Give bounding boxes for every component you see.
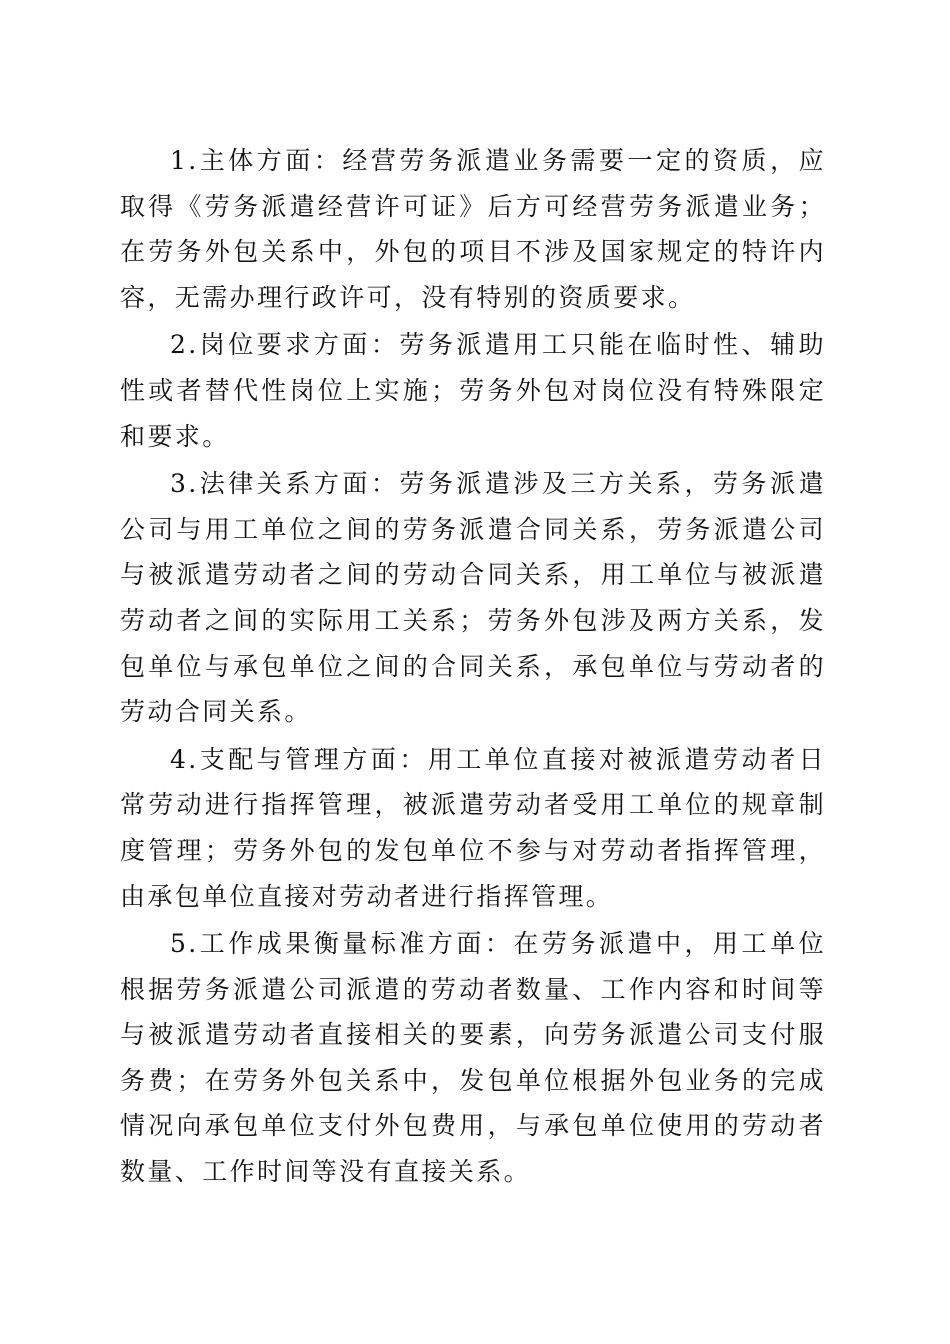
document-body [120,138,826,1197]
paragraph-work-results: 5.工作成果衡量标准方面：在劳务派遣中，用工单位根据劳务派遣公司派遣的劳动者数量、工作内容和时间等与被派遣劳动者直接相关的要素，向劳务派遣公司支付服务费；在劳务外包关系中，发包单位根据外包业务的完成情况向承包单位支付外包费用，与承包单位使用的劳动者数量、工作时间等没有直接关系。 [120,929,826,1187]
paragraph-subject: 1.主体方面：经营劳务派遣业务需要一定的资质，应取得《劳务派遣经营许可证》后方可经营劳务派遣业务；在劳务外包关系中，外包的项目不涉及国家规定的特许内容，无需办理行政许可，没有特别的资质要求。 [120,146,826,312]
paragraph-control-management: 4.支配与管理方面：用工单位直接对被派遣劳动者日常劳动进行指挥管理，被派遣劳动者受用工单位的规章制度管理；劳务外包的发包单位不参与对劳动者指挥管理，由承包单位直接对劳动者进行指挥管理。 [120,744,826,911]
paragraph-position-requirements: 2.岗位要求方面：劳务派遣用工只能在临时性、辅助性或者替代性岗位上实施；劳务外包对岗位没有特殊限定和要求。 [120,330,826,451]
paragraph-legal-relationship: 3.法律关系方面：劳务派遣涉及三方关系，劳务派遣公司与用工单位之间的劳务派遣合同关系，劳务派遣公司与被派遣劳动者之间的劳动合同关系，用工单位与被派遣劳动者之间的实际用工关系；劳务外包涉及两方关系，发包单位与承包单位之间的合同关系，承包单位与劳动者的劳动合同关系。 [120,469,826,727]
